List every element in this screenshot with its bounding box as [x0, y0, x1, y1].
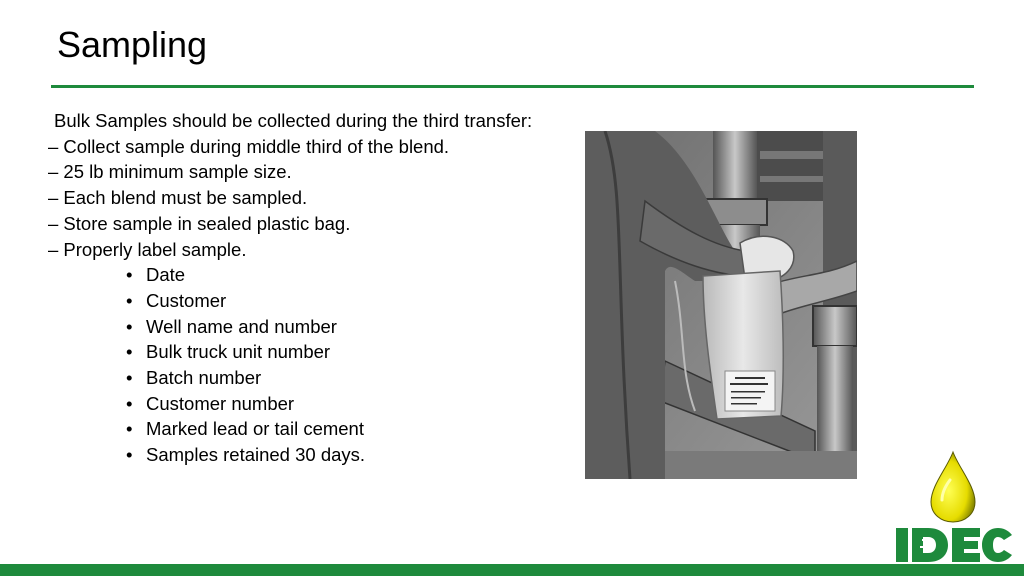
list-item-label: Customer number: [146, 392, 295, 414]
dash-item: – Collect sample during middle third of the blend.: [48, 135, 450, 157]
list-item: [48, 365, 532, 391]
footer-bar: [0, 564, 1024, 576]
oil-drop-icon: [931, 452, 975, 522]
bullet-icon: •: [126, 315, 133, 337]
list-item: [48, 339, 532, 365]
dash-item: – 25 lb minimum sample size.: [48, 161, 292, 183]
dash-item: – Each blend must be sampled.: [48, 187, 308, 209]
list-item: [48, 442, 532, 468]
list-item-label: Marked lead or tail cement: [146, 418, 364, 440]
list-item-label: Date: [146, 264, 186, 286]
list-item-label: Batch number: [146, 367, 262, 389]
list-item-label: Bulk truck unit number: [146, 341, 331, 363]
bullet-icon: •: [126, 444, 133, 466]
slide-body: [48, 108, 532, 468]
sample-collection-photo: [585, 131, 857, 479]
list-item: [48, 314, 532, 340]
bullet-icon: •: [126, 264, 133, 286]
bullet-icon: •: [126, 418, 133, 440]
list-item-label: Customer: [146, 289, 227, 311]
idec-wordmark: [896, 528, 1012, 562]
dash-item: – Store sample in sealed plastic bag.: [48, 212, 351, 234]
bullet-icon: •: [126, 367, 133, 389]
list-item: [48, 416, 532, 442]
idec-logo: [892, 450, 1014, 566]
list-item: [48, 288, 532, 314]
list-item-label: Well name and number: [146, 315, 337, 337]
list-item: [48, 262, 532, 288]
bullet-icon: •: [126, 392, 133, 414]
label-requirements-list: [48, 262, 532, 468]
slide-title: Sampling: [57, 24, 208, 65]
bullet-icon: •: [126, 289, 133, 311]
bullet-icon: •: [126, 341, 133, 363]
list-item-label: Samples retained 30 days.: [146, 444, 366, 466]
list-item: [48, 391, 532, 417]
dash-item: – Properly label sample.: [48, 238, 247, 260]
intro-text: Bulk Samples should be collected during the third transfer:: [54, 110, 533, 131]
title-divider: [51, 85, 974, 88]
